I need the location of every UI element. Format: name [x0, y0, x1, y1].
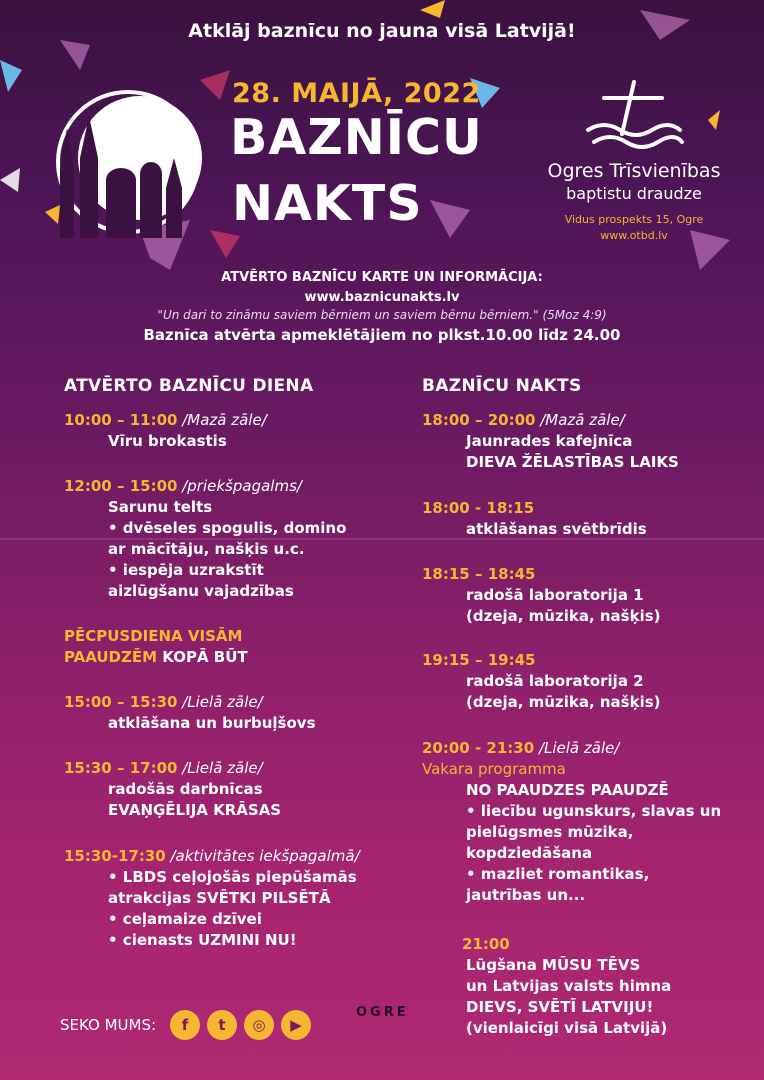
highlight-line-2-rest: KOPĀ BŪT [157, 648, 248, 666]
church-subtitle: baptistu draudze [566, 184, 702, 203]
event-time: 20:00 - 21:30 [422, 739, 535, 757]
event-line: DIEVA ŽĒLASTĪBAS LAIKS [466, 453, 679, 471]
facebook-icon[interactable]: f [170, 1010, 200, 1040]
event-line: radošā laboratorija 2 [466, 672, 644, 690]
schedule-item [64, 410, 267, 452]
church-address-block [536, 212, 732, 244]
schedule-item [422, 410, 679, 473]
schedule-item [422, 934, 671, 1039]
church-name: Ogres Trīsvienības [547, 160, 721, 182]
event-time: 18:00 - 18:15 [422, 499, 535, 517]
event-line: Jaunrades kafejnīca [466, 432, 633, 450]
event-line: un Latvijas valsts himna [466, 977, 672, 995]
event-line: • LBDS ceļojošās piepūšamās [108, 868, 357, 886]
youtube-icon[interactable]: ▶ [281, 1010, 311, 1040]
event-line: EVAŅĢĒLIJA KRĀSAS [108, 801, 282, 819]
event-line: atrakcijas SVĒTKI PILSĒTĀ [108, 889, 331, 907]
schedule-item [422, 564, 661, 627]
social-label: SEKO MUMS: [60, 1016, 157, 1034]
church-address: Vidus prospekts 15, Ogre [564, 213, 704, 226]
event-line: ar mācītāju, našķis u.c. [108, 540, 305, 558]
title-line-1: BAZNĪCU [230, 109, 483, 166]
tagline: Atklāj baznīcu no jauna visā Latvijā! [188, 20, 576, 42]
schedule-item [64, 846, 360, 951]
social-icons [170, 1010, 311, 1040]
event-line: atklāšana un burbuļšovs [108, 714, 316, 732]
title-line-2: NAKTS [232, 175, 423, 232]
event-line: radošā laboratorija 1 [466, 586, 644, 604]
event-line: Vīru brokastis [108, 432, 227, 450]
event-line: (dzeja, mūzika, našķis) [466, 693, 661, 711]
bible-quote: "Un dari to zināmu saviem bērniem un saviem bērnu bērniem." (5Moz 4:9) [157, 308, 607, 322]
event-subtitle: Vakara programma [422, 760, 566, 778]
info-heading: ATVĒRTO BAZNĪCU KARTE UN INFORMĀCIJA: [221, 270, 543, 285]
event-time: 12:00 – 15:00 [64, 477, 178, 495]
event-date: 28. MAIJĀ, 2022 [232, 78, 481, 109]
event-line: kopdziedāšana [466, 844, 593, 862]
event-line: radošās darbnīcas [108, 780, 263, 798]
event-line: • iespēja uzrakstīt [108, 561, 264, 579]
event-time: 10:00 – 11:00 [64, 411, 178, 429]
ogre-city-logo: OGRE [356, 1005, 409, 1020]
highlight-line-2: PAAUDZĒM [64, 648, 158, 666]
event-location: /aktivitātes iekšpagalmā/ [170, 847, 360, 865]
church-website: www.otbd.lv [600, 229, 668, 242]
event-line: • cienasts UZMINI NU! [108, 931, 297, 949]
event-line: Lūgšana MŪSU TĒVS [466, 956, 641, 974]
schedule-item [422, 738, 721, 906]
open-hours: Baznīca atvērta apmeklētājiem no plkst.10.00 līdz 24.00 [143, 326, 621, 344]
highlight-line-1: PĒCPUSDIENA VISĀM [64, 627, 243, 645]
twitter-icon[interactable]: t [207, 1010, 237, 1040]
event-time: 21:00 [462, 935, 510, 953]
event-location: /Mazā zāle/ [182, 411, 267, 429]
church-cross-logo [584, 78, 684, 156]
event-location: /Lielā zāle/ [538, 739, 620, 757]
event-line: (vienlaicīgi visā Latvijā) [466, 1019, 668, 1037]
event-time: 18:15 – 18:45 [422, 565, 536, 583]
event-line: jautrības un... [466, 886, 586, 904]
schedule-item [64, 476, 346, 602]
event-line: aizlūgšanu vajadzības [108, 582, 294, 600]
event-line: (dzeja, mūzika, našķis) [466, 607, 661, 625]
info-url: www.baznicunakts.lv [304, 290, 460, 305]
event-line: • mazliet romantikas, [466, 865, 650, 883]
event-line: • ceļamaize dzīvei [108, 910, 262, 928]
event-location: /Lielā zāle/ [182, 693, 263, 711]
event-location: /priekšpagalms/ [182, 477, 302, 495]
event-line: DIEVS, SVĒTĪ LATVIJU! [466, 998, 654, 1016]
instagram-icon[interactable]: ◎ [244, 1010, 274, 1040]
event-time: 15:30-17:30 [64, 847, 166, 865]
event-location: /Lielā zāle/ [182, 759, 263, 777]
event-location: /Mazā zāle/ [540, 411, 625, 429]
right-column-heading: BAZNĪCU NAKTS [422, 376, 582, 396]
moon-church-logo [46, 88, 212, 238]
afternoon-highlight [64, 626, 248, 668]
event-line: Sarunu telts [108, 498, 213, 516]
event-time: 15:30 – 17:00 [64, 759, 178, 777]
event-line: • dvēseles spogulis, domino [108, 519, 347, 537]
schedule-item [422, 650, 661, 713]
schedule-item [64, 692, 316, 734]
event-line: atklāšanas svētbrīdis [466, 520, 647, 538]
event-line: pielūgsmes mūzika, [466, 823, 634, 841]
event-time: 19:15 – 19:45 [422, 651, 536, 669]
event-line: NO PAAUDZES PAAUDZĒ [466, 781, 669, 799]
event-time: 15:00 – 15:30 [64, 693, 178, 711]
left-column-heading: ATVĒRTO BAZNĪCU DIENA [64, 376, 314, 396]
event-time: 18:00 – 20:00 [422, 411, 536, 429]
schedule-item [64, 758, 281, 821]
event-line: • liecību ugunskurs, slavas un [466, 802, 722, 820]
schedule-item [422, 498, 647, 540]
